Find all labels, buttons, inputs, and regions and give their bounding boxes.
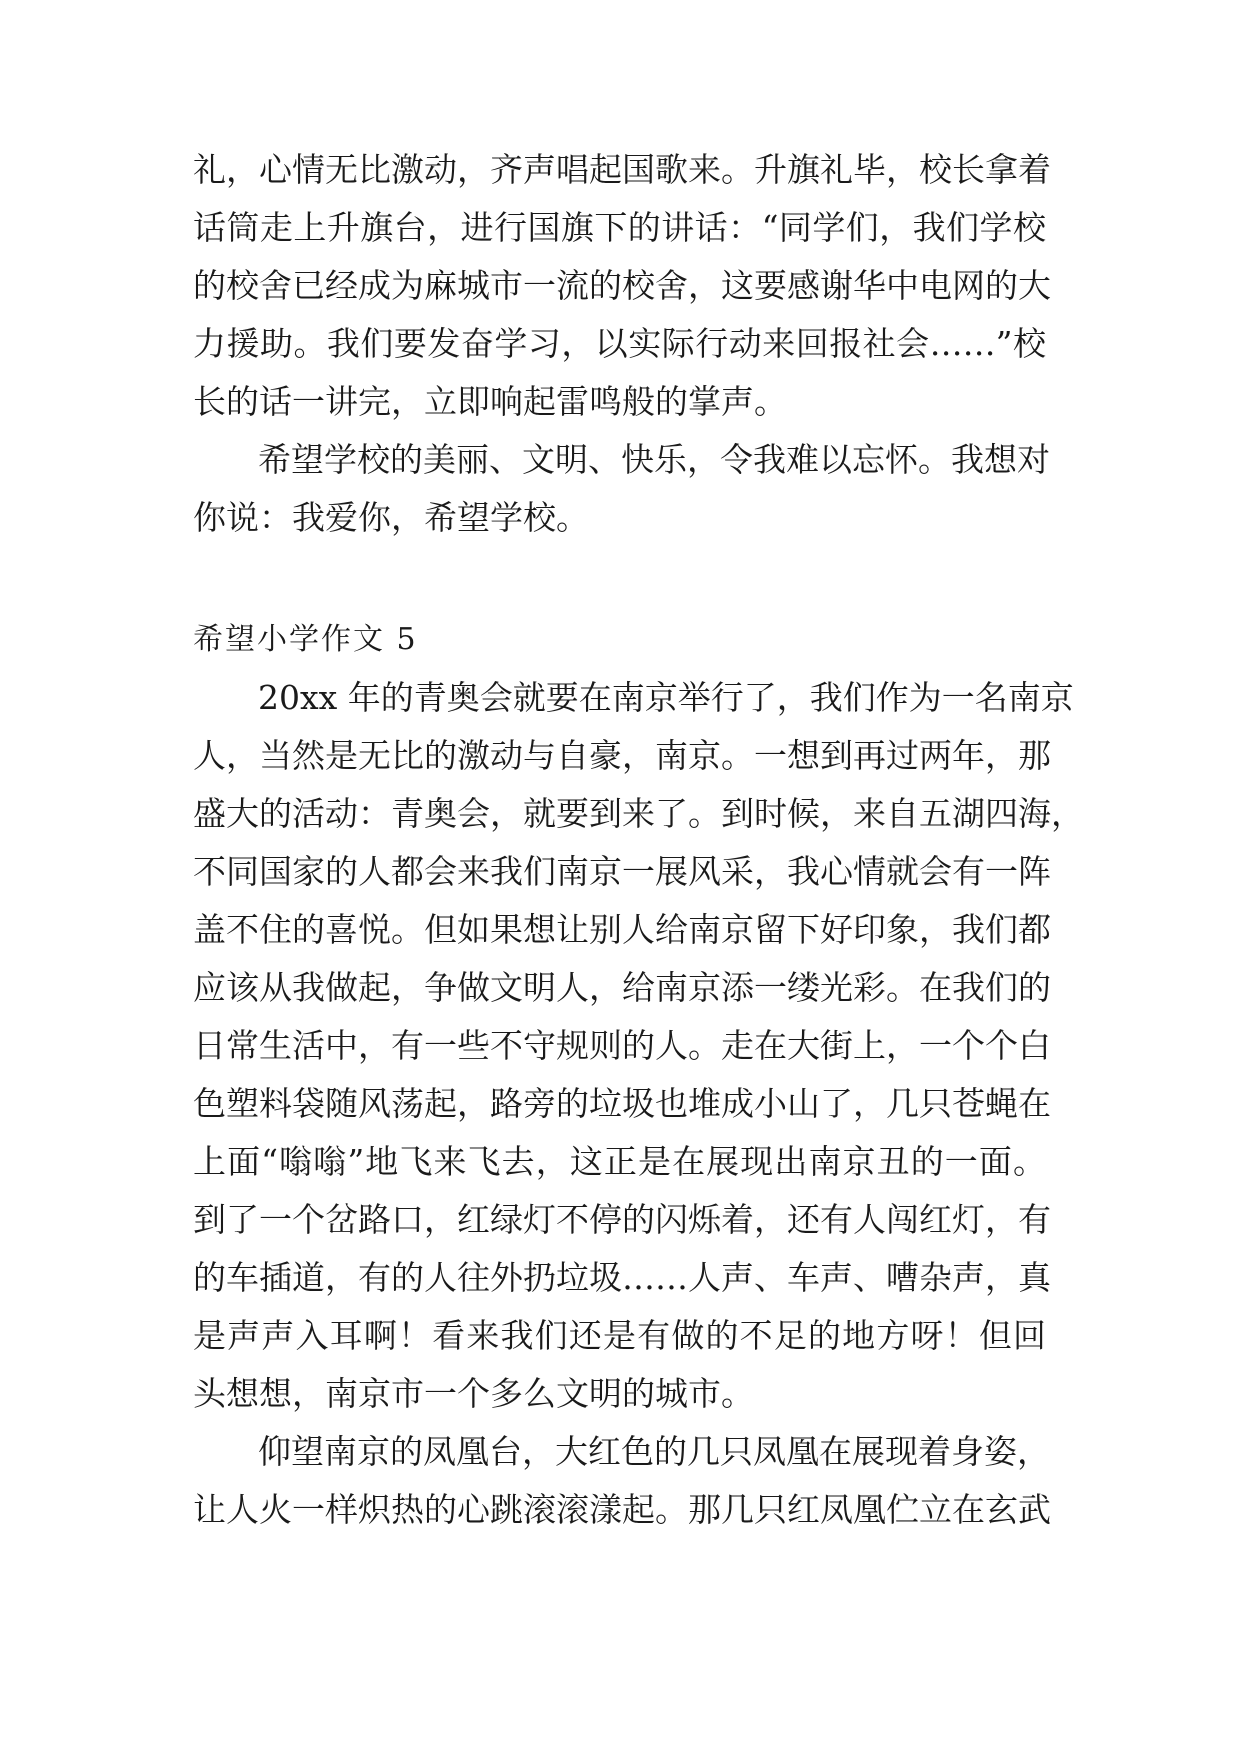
paragraph-line: 人，当然是无比的激动与自豪，南京。一想到再过两年，那 — [193, 736, 1051, 775]
paragraph-line: 20xx 年的青奥会就要在南京举行了，我们作为一名南京 — [258, 678, 1074, 717]
paragraph-line: 盖不住的喜悦。但如果想让别人给南京留下好印象，我们都 — [193, 910, 1051, 949]
paragraph-line: 让人火一样炽热的心跳滚滚漾起。那几只红凤凰伫立在玄武 — [193, 1490, 1051, 1529]
section-heading: 希望小学作文 5 — [193, 622, 418, 657]
paragraph-line: 力援助。我们要发奋学习，以实际行动来回报社会……”校 — [193, 324, 1046, 363]
paragraph-line: 上面“嗡嗡”地飞来飞去，这正是在展现出南京丑的一面。 — [193, 1142, 1046, 1181]
paragraph-line: 仰望南京的凤凰台，大红色的几只凤凰在展现着身姿， — [258, 1432, 1050, 1471]
paragraph-line: 色塑料袋随风荡起，路旁的垃圾也堆成小山了，几只苍蝇在 — [193, 1084, 1051, 1123]
paragraph-line: 话筒走上升旗台，进行国旗下的讲话：“同学们，我们学校 — [193, 208, 1046, 247]
paragraph-line: 你说：我爱你，希望学校。 — [193, 498, 589, 537]
paragraph-line: 盛大的活动：青奥会，就要到来了。到时候，来自五湖四海， — [193, 794, 1084, 833]
paragraph-line: 应该从我做起，争做文明人，给南京添一缕光彩。在我们的 — [193, 968, 1051, 1007]
paragraph-line: 礼，心情无比激动，齐声唱起国歌来。升旗礼毕，校长拿着 — [193, 150, 1051, 189]
paragraph-line: 是声声入耳啊！看来我们还是有做的不足的地方呀！但回 — [193, 1316, 1046, 1355]
paragraph-line: 头想想，南京市一个多么文明的城市。 — [193, 1374, 754, 1413]
paragraph-line: 日常生活中，有一些不守规则的人。走在大街上，一个个白 — [193, 1026, 1051, 1065]
paragraph-line: 到了一个岔路口，红绿灯不停的闪烁着，还有人闯红灯，有 — [193, 1200, 1051, 1239]
paragraph-line: 长的话一讲完，立即响起雷鸣般的掌声。 — [193, 382, 787, 421]
paragraph-line: 希望学校的美丽、文明、快乐，令我难以忘怀。我想对 — [258, 440, 1050, 479]
paragraph-line: 的车插道，有的人往外扔垃圾……人声、车声、嘈杂声，真 — [193, 1258, 1051, 1297]
paragraph-line: 的校舍已经成为麻城市一流的校舍，这要感谢华中电网的大 — [193, 266, 1051, 305]
paragraph-line: 不同国家的人都会来我们南京一展风采，我心情就会有一阵 — [193, 852, 1051, 891]
